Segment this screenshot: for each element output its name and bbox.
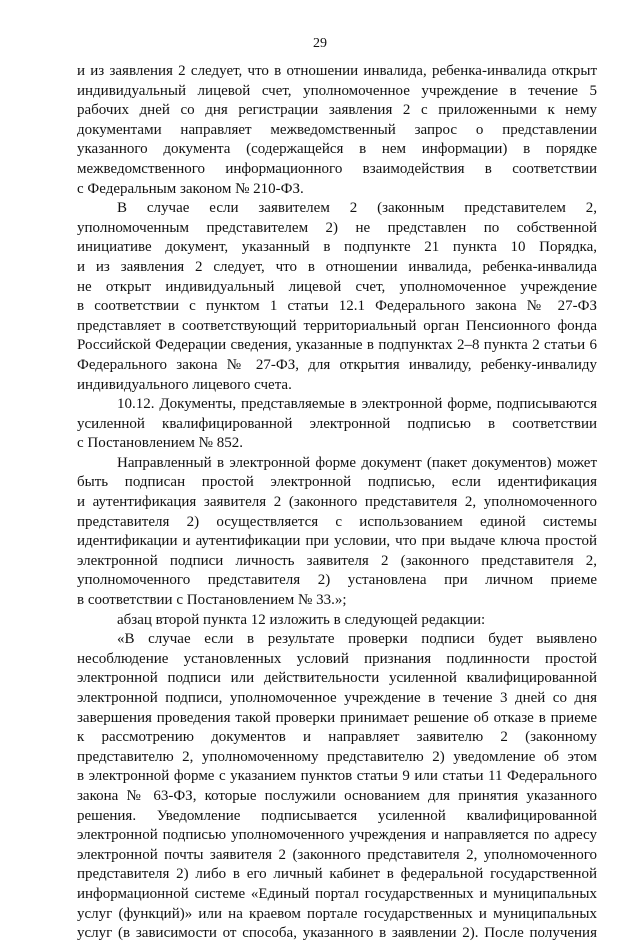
text-line: электронной подписи, уполномоченное учреждение в течение 3 дней со дня: [77, 690, 597, 706]
paragraph: [77, 630, 597, 944]
text-line: к рассмотрению документов и направляет заявителю 2 (законному: [77, 729, 597, 746]
text-line: представителю 2, уполномоченному представителю 2) уведомление об этом: [77, 748, 597, 765]
text-line: информационной системе «Единый портал государственных и муниципальных: [77, 885, 597, 902]
text-line: электронной почты заявителя 2 (законного представителя 2, уполномоченного: [77, 846, 597, 863]
text-line: и из заявления 2 следует, что в отношении инвалида, ребенка-инвалида открыт: [77, 63, 597, 79]
text-line: закона № 63-ФЗ, которые послужили основанием для принятия указанного: [77, 787, 597, 804]
text-line: решения. Уведомление подписывается усиленной квалифицированной: [77, 807, 597, 824]
text-line: и аутентификация заявителя 2 (законного представителя 2, уполномоченного: [77, 494, 597, 511]
text-line: рабочих дней со дня регистрации заявления 2 с приложенными к нему: [77, 102, 597, 119]
text-line: уполномоченным представителем 2) не представлен по собственной: [77, 219, 597, 236]
text-line: завершения проведения такой проверки принимает решение об отказе в приеме: [77, 709, 597, 726]
text-line: представителя 2) осуществляется с использованием единой системы: [77, 513, 597, 530]
text-line: не открыт индивидуальный лицевой счет, уполномоченное учреждение: [77, 278, 597, 295]
text-line: 10.12. Документы, представляемые в электронной форме, подписываются: [117, 396, 597, 413]
text-line: электронной подписи личность заявителя 2 (законного представителя 2,: [77, 552, 597, 569]
text-line: с Постановлением № 852.: [77, 435, 243, 452]
paragraph: [77, 395, 597, 454]
text-line: электронной подписью уполномоченного учреждения и направляется по адресу: [77, 827, 597, 844]
text-line: усиленной квалифицированной электронной подписью в соответствии: [77, 415, 597, 432]
text-line: В случае если заявителем 2 (законным представителем 2,: [117, 200, 597, 217]
text-line: в электронной форме с указанием пунктов статьи 9 или статьи 11 Федерального: [77, 768, 597, 785]
paragraph: [77, 199, 597, 395]
text-line: идентификации и аутентификации при условии, что при выдаче ключа простой: [77, 533, 597, 550]
text-line: несоблюдение установленных условий признания подлинности простой: [77, 650, 597, 667]
text-line: и из заявления 2 следует, что в отношении инвалида, ребенка-инвалида: [77, 258, 597, 275]
text-line: индивидуальный лицевой счет, уполномоченное учреждение в течение 5: [77, 82, 597, 99]
text-line: электронной подписи или действительности усиленной квалифицированной: [77, 670, 597, 687]
text-line: в соответствии с Постановлением № 33.»;: [77, 592, 347, 609]
text-line: с Федеральным законом № 210-ФЗ.: [77, 180, 304, 197]
text-line: индивидуального лицевого счета.: [77, 376, 292, 393]
text-line: быть подписан простой электронной подписью, если идентификация: [77, 474, 597, 491]
paragraph: [77, 611, 597, 631]
text-line: уполномоченного представителя 2) установлена при личном приеме: [77, 572, 597, 589]
document-body: [77, 62, 597, 944]
text-line: абзац второй пункта 12 изложить в следующей редакции:: [117, 611, 486, 628]
text-line: услуг (в зависимости от способа, указанного в заявлении 2). После получения: [77, 925, 597, 942]
text-line: Направленный в электронной форме документ (пакет документов) может: [117, 454, 597, 471]
text-line: указанного документа (содержащейся в нем информации) в порядке: [77, 141, 597, 158]
paragraph: [77, 454, 597, 611]
text-line: документами направляет межведомственный запрос о представлении: [77, 121, 597, 138]
text-line: Российской Федерации сведения, указанные в подпунктах 2–8 пункта 2 статьи 6: [77, 337, 597, 354]
text-line: Федерального закона № 27-ФЗ, для открытия инвалиду, ребенку-инвалиду: [77, 356, 597, 373]
text-line: представителя 2) либо в его личный кабинет в федеральной государственной: [77, 866, 597, 883]
text-line: межведомственного информационного взаимодействия в соответствии: [77, 160, 597, 177]
text-line: «В случае если в результате проверки подписи будет выявлено: [117, 631, 597, 648]
text-line: услуг (функций)» или на краевом портале государственных и муниципальных: [77, 905, 597, 922]
text-line: представляет в соответствующий территориальный орган Пенсионного фонда: [77, 317, 597, 334]
text-line: инициативе документ, указанный в подпункте 21 пункта 10 Порядка,: [77, 239, 597, 256]
page-number: 29: [313, 36, 327, 51]
paragraph: [77, 62, 597, 199]
text-line: в соответствии с пунктом 1 статьи 12.1 Федерального закона № 27-ФЗ: [77, 298, 597, 315]
